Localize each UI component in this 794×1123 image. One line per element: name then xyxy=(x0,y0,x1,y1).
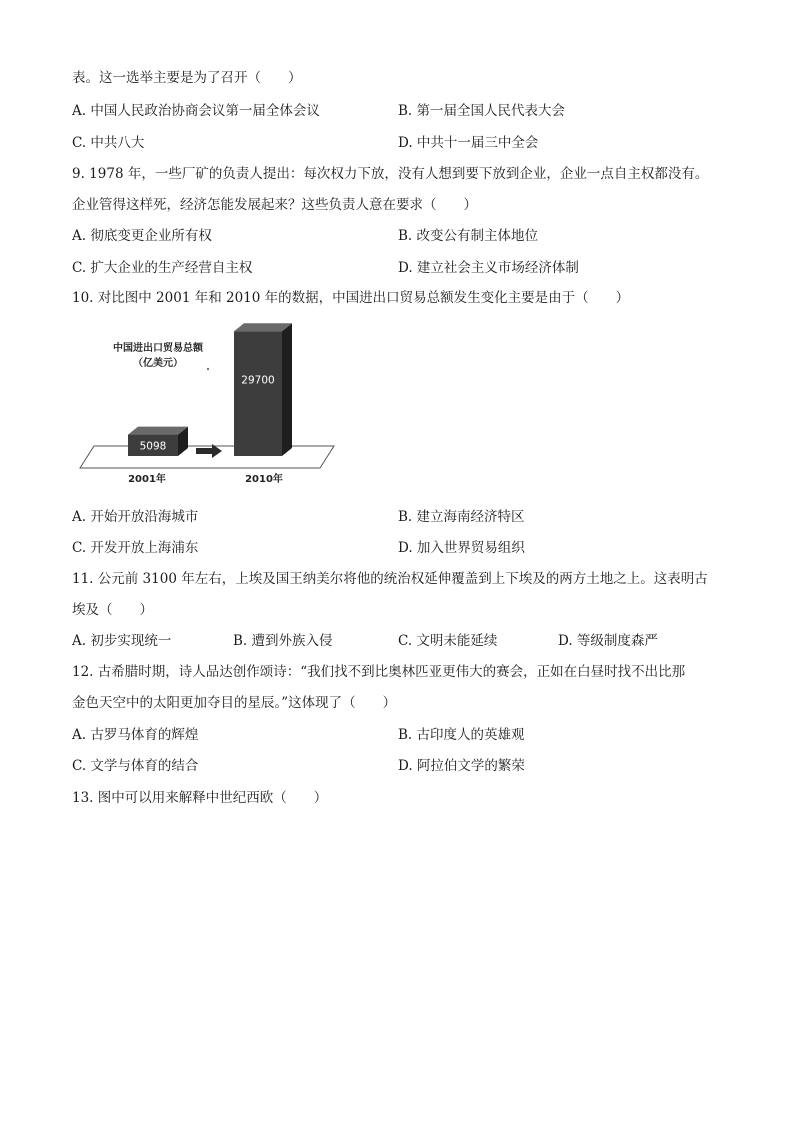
chart-title: 中国进出口贸易总额 xyxy=(113,343,203,354)
q9-option-a[interactable]: A. 彻底变更企业所有权 xyxy=(72,228,212,244)
q9-option-b[interactable]: B. 改变公有制主体地位 xyxy=(398,228,539,244)
q11-option-d[interactable]: D. 等级制度森严 xyxy=(558,633,658,649)
q11-option-a[interactable]: A. 初步实现统一 xyxy=(72,633,172,649)
q10-option-b[interactable]: B. 建立海南经济特区 xyxy=(398,509,525,525)
q10-option-a[interactable]: A. 开始开放沿海城市 xyxy=(72,509,199,525)
q11-option-c[interactable]: C. 文明未能延续 xyxy=(398,633,498,649)
q13-stem: 13. 图中可以用来解释中世纪西欧（ ） xyxy=(72,790,328,806)
q8-option-c[interactable]: C. 中共八大 xyxy=(72,135,145,151)
bar-top-0 xyxy=(128,427,188,435)
q12-option-a[interactable]: A. 古罗马体育的辉煌 xyxy=(72,727,199,743)
bar-value-label-1: 29700 xyxy=(241,374,275,387)
q9-stem-line2: 企业管得这样死，经济怎能发展起来？这些负责人意在要求（ ） xyxy=(72,197,477,213)
q12-stem-line2: 金色天空中的太阳更加夺目的星辰。”这体现了（ ） xyxy=(72,695,397,711)
q8-option-b[interactable]: B. 第一届全国人民代表大会 xyxy=(398,103,566,119)
q12-stem-line1: 12. 古希腊时期，诗人品达创作颂诗：“我们找不到比奥林匹亚更伟大的赛会，正如在白昼时找不出比那 xyxy=(72,664,686,680)
category-label-1: 2010年 xyxy=(245,474,283,485)
q8-stem: 表。这一选举主要是为了召开（ ） xyxy=(72,70,302,86)
bar-value-label-0: 5098 xyxy=(139,440,167,453)
q10-option-d[interactable]: D. 加入世界贸易组织 xyxy=(398,540,525,556)
trade-total-chart xyxy=(72,322,342,494)
q11-stem-line2: 埃及（ ） xyxy=(72,602,153,618)
q8-option-a[interactable]: A. 中国人民政治协商会议第一届全体会议 xyxy=(72,103,320,119)
q12-option-d[interactable]: D. 阿拉伯文学的繁荣 xyxy=(398,758,525,774)
category-label-0: 2001年 xyxy=(128,474,166,485)
q9-option-c[interactable]: C. 扩大企业的生产经营自主权 xyxy=(72,260,253,276)
q9-stem-line1: 9. 1978 年，一些厂矿的负责人提出：每次权力下放，没有人想到要下放到企业，企业一点自主权都没有。 xyxy=(72,166,709,182)
chart-dot xyxy=(207,368,209,370)
q10-option-c[interactable]: C. 开发开放上海浦东 xyxy=(72,540,199,556)
q9-option-d[interactable]: D. 建立社会主义市场经济体制 xyxy=(398,260,579,276)
chart-subtitle: （亿美元） xyxy=(133,358,183,369)
q12-option-c[interactable]: C. 文学与体育的结合 xyxy=(72,758,199,774)
q11-option-b[interactable]: B. 遭到外族入侵 xyxy=(233,633,333,649)
bar-side-1 xyxy=(282,323,292,456)
q12-option-b[interactable]: B. 古印度人的英雄观 xyxy=(398,727,525,743)
q8-option-d[interactable]: D. 中共十一届三中全会 xyxy=(398,135,539,151)
bar-top-1 xyxy=(234,323,292,331)
bar-1 xyxy=(234,331,282,456)
q10-stem: 10. 对比图中 2001 年和 2010 年的数据，中国进出口贸易总额发生变化主要是由于（ ） xyxy=(72,290,630,306)
q11-stem-line1: 11. 公元前 3100 年左右，上埃及国王纳美尔将他的统治权延伸覆盖到上下埃及的两方土地之上。这表明古 xyxy=(72,571,708,587)
